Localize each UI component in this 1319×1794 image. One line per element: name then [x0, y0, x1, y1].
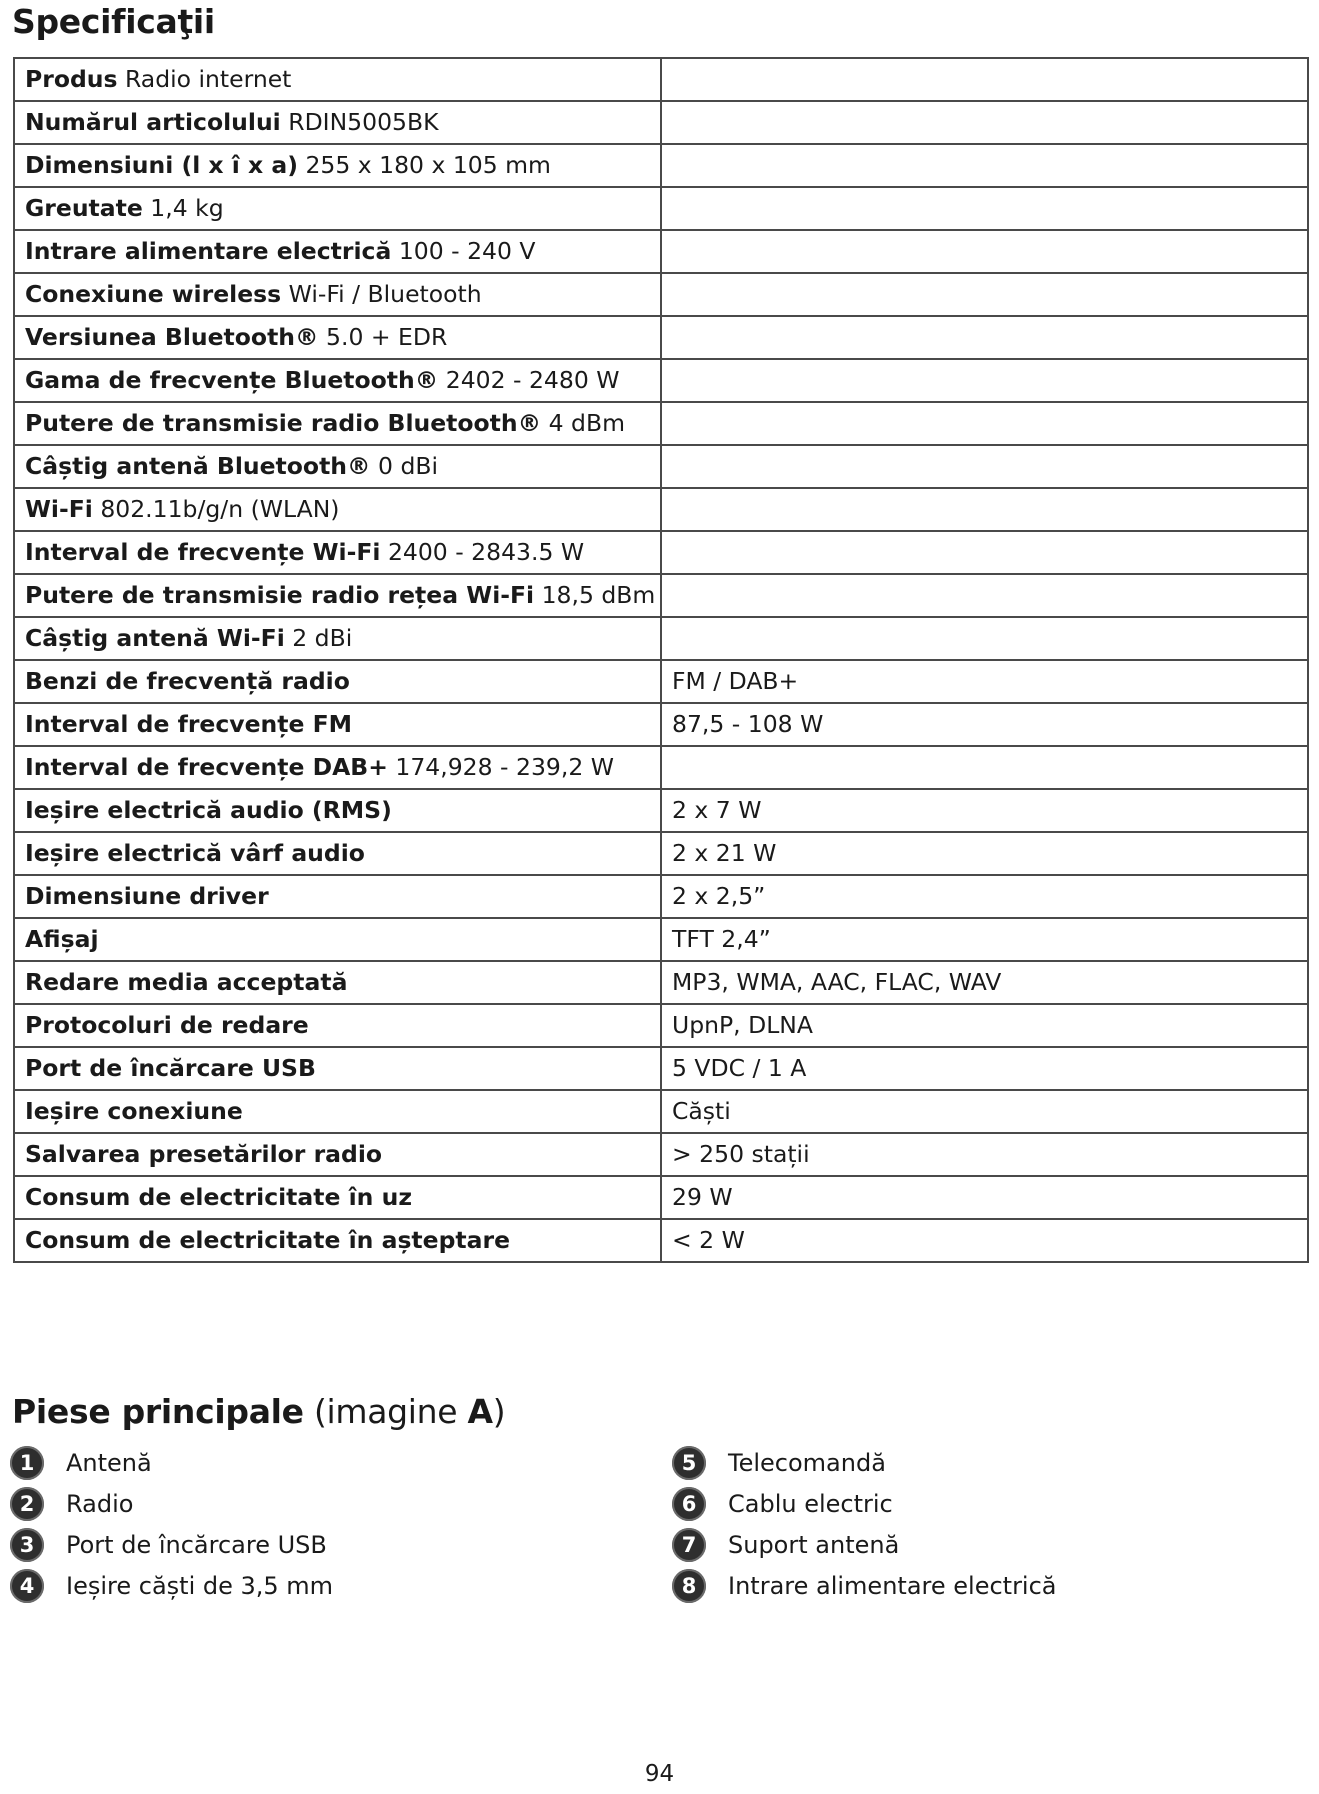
parts-list-right [672, 1442, 1057, 1606]
spec-row [14, 875, 1308, 918]
spec-row [14, 101, 1308, 144]
part-item [672, 1442, 1057, 1483]
spec-value-cell: 5 VDC / 1 A [661, 1047, 1308, 1090]
spec-row [14, 445, 1308, 488]
parts-title-rest: (imagine [303, 1392, 468, 1431]
spec-row [14, 531, 1308, 574]
spec-inline-value: 2402 - 2480 W [445, 365, 620, 394]
spec-row [14, 789, 1308, 832]
spec-label-cell [14, 445, 661, 488]
spec-label: Dimensiuni (l x î x a) [25, 150, 298, 179]
part-label: Ieșire căști de 3,5 mm [66, 1571, 334, 1600]
spec-label-cell [14, 789, 661, 832]
spec-value-cell: 2 x 7 W [661, 789, 1308, 832]
part-number-badge: 7 [672, 1528, 706, 1562]
spec-value-cell [661, 58, 1308, 101]
part-label: Suport antenă [728, 1530, 900, 1559]
spec-inline-value: 18,5 dBm [541, 580, 656, 609]
part-number-badge: 5 [672, 1446, 706, 1480]
spec-row [14, 316, 1308, 359]
spec-label: Produs [25, 64, 118, 93]
spec-label: Ieșire electrică vârf audio [25, 838, 365, 867]
spec-label-cell [14, 832, 661, 875]
spec-label-cell [14, 660, 661, 703]
spec-value-cell: 2 x 2,5” [661, 875, 1308, 918]
part-number-badge: 2 [10, 1487, 44, 1521]
spec-label: Redare media acceptată [25, 967, 348, 996]
spec-row [14, 1176, 1308, 1219]
spec-value-cell [661, 144, 1308, 187]
spec-value-cell: 29 W [661, 1176, 1308, 1219]
spec-row [14, 58, 1308, 101]
spec-inline-value: RDIN5005BK [288, 107, 439, 136]
part-label: Radio [66, 1489, 134, 1518]
spec-label: Wi-Fi [25, 494, 93, 523]
spec-value-cell: 2 x 21 W [661, 832, 1308, 875]
spec-label-cell [14, 1219, 661, 1262]
spec-row [14, 144, 1308, 187]
parts-title-close: ) [492, 1392, 506, 1431]
part-label: Telecomandă [728, 1448, 886, 1477]
part-number-badge: 8 [672, 1569, 706, 1603]
spec-label-cell [14, 1090, 661, 1133]
spec-inline-value: Radio internet [124, 64, 292, 93]
spec-value-cell: TFT 2,4” [661, 918, 1308, 961]
spec-inline-value: 255 x 180 x 105 mm [305, 150, 551, 179]
spec-row [14, 1090, 1308, 1133]
spec-label: Consum de electricitate în așteptare [25, 1225, 511, 1254]
spec-row [14, 488, 1308, 531]
spec-label: Afișaj [25, 924, 99, 953]
spec-label-cell [14, 316, 661, 359]
spec-row [14, 1004, 1308, 1047]
part-item [10, 1483, 333, 1524]
spec-label: Intrare alimentare electrică [25, 236, 392, 265]
spec-label: Conexiune wireless [25, 279, 282, 308]
part-number-badge: 1 [10, 1446, 44, 1480]
spec-value-cell: < 2 W [661, 1219, 1308, 1262]
spec-label-cell [14, 918, 661, 961]
spec-value-cell [661, 316, 1308, 359]
spec-label-cell [14, 402, 661, 445]
spec-row [14, 918, 1308, 961]
parts-title-bold: Piese principale [12, 1392, 304, 1431]
spec-label: Câștig antenă Wi-Fi [25, 623, 285, 652]
spec-label: Ieșire conexiune [25, 1096, 243, 1125]
spec-label-cell [14, 1176, 661, 1219]
spec-value-cell [661, 187, 1308, 230]
parts-title-ref: A [467, 1392, 493, 1431]
spec-value-cell: Căști [661, 1090, 1308, 1133]
spec-inline-value: 802.11b/g/n (WLAN) [100, 494, 340, 523]
part-item [672, 1565, 1057, 1606]
spec-value-cell [661, 359, 1308, 402]
spec-label-cell [14, 574, 661, 617]
spec-label-cell [14, 230, 661, 273]
part-number-badge: 6 [672, 1487, 706, 1521]
spec-value-cell [661, 230, 1308, 273]
spec-value-cell: 87,5 - 108 W [661, 703, 1308, 746]
spec-row [14, 746, 1308, 789]
spec-label-cell [14, 875, 661, 918]
spec-label: Benzi de frecvență radio [25, 666, 350, 695]
spec-label: Interval de frecvențe Wi-Fi [25, 537, 381, 566]
spec-row [14, 402, 1308, 445]
spec-label: Greutate [25, 193, 143, 222]
spec-value-cell [661, 488, 1308, 531]
part-label: Antenă [66, 1448, 152, 1477]
spec-label-cell [14, 359, 661, 402]
spec-row [14, 832, 1308, 875]
parts-list-left [10, 1442, 333, 1606]
spec-value-cell [661, 101, 1308, 144]
spec-inline-value: 2 dBi [292, 623, 353, 652]
spec-value-cell: MP3, WMA, AAC, FLAC, WAV [661, 961, 1308, 1004]
spec-label-cell [14, 1133, 661, 1176]
spec-value-cell [661, 273, 1308, 316]
spec-label-cell [14, 1047, 661, 1090]
spec-label-cell [14, 187, 661, 230]
spec-label: Gama de frecvențe Bluetooth® [25, 365, 439, 394]
part-item [10, 1442, 333, 1483]
part-number-badge: 3 [10, 1528, 44, 1562]
spec-label-cell [14, 1004, 661, 1047]
spec-label: Ieșire electrică audio (RMS) [25, 795, 392, 824]
spec-label-cell [14, 746, 661, 789]
spec-label-cell [14, 531, 661, 574]
spec-label: Putere de transmisie radio Bluetooth® [25, 408, 542, 437]
spec-label: Port de încărcare USB [25, 1053, 316, 1082]
spec-label: Versiunea Bluetooth® [25, 322, 319, 351]
spec-inline-value: 4 dBm [548, 408, 625, 437]
parts-section-title [12, 1392, 505, 1431]
spec-label: Salvarea presetărilor radio [25, 1139, 383, 1168]
spec-inline-value: 1,4 kg [150, 193, 224, 222]
page-title: Specificaţii [12, 2, 215, 41]
spec-row [14, 359, 1308, 402]
spec-value-cell [661, 574, 1308, 617]
spec-label-cell [14, 961, 661, 1004]
spec-label: Protocoluri de redare [25, 1010, 309, 1039]
spec-value-cell [661, 445, 1308, 488]
spec-inline-value: 100 - 240 V [398, 236, 536, 265]
spec-inline-value: 2400 - 2843.5 W [387, 537, 585, 566]
spec-row [14, 187, 1308, 230]
spec-label: Numărul articolului [25, 107, 281, 136]
part-item [672, 1524, 1057, 1565]
spec-label-cell [14, 144, 661, 187]
spec-value-cell [661, 402, 1308, 445]
spec-value-cell: > 250 stații [661, 1133, 1308, 1176]
spec-row [14, 660, 1308, 703]
spec-row [14, 1047, 1308, 1090]
spec-inline-value: Wi-Fi / Bluetooth [288, 279, 482, 308]
spec-label: Câștig antenă Bluetooth® [25, 451, 371, 480]
spec-value-cell [661, 531, 1308, 574]
spec-label-cell [14, 488, 661, 531]
part-label: Cablu electric [728, 1489, 893, 1518]
spec-row [14, 703, 1308, 746]
spec-label: Interval de frecvențe FM [25, 709, 353, 738]
spec-row [14, 230, 1308, 273]
spec-value-cell: UpnP, DLNA [661, 1004, 1308, 1047]
spec-label: Putere de transmisie radio rețea Wi-Fi [25, 580, 535, 609]
part-item [10, 1524, 333, 1565]
spec-row [14, 273, 1308, 316]
spec-inline-value: 0 dBi [378, 451, 439, 480]
part-label: Intrare alimentare electrică [728, 1571, 1057, 1600]
spec-row [14, 1133, 1308, 1176]
part-item [672, 1483, 1057, 1524]
spec-row [14, 1219, 1308, 1262]
spec-value-cell [661, 617, 1308, 660]
spec-inline-value: 174,928 - 239,2 W [395, 752, 614, 781]
spec-row [14, 617, 1308, 660]
spec-label-cell [14, 58, 661, 101]
spec-label-cell [14, 101, 661, 144]
spec-label: Interval de frecvențe DAB+ [25, 752, 388, 781]
page-number: 94 [644, 1761, 675, 1787]
spec-row [14, 574, 1308, 617]
part-number-badge: 4 [10, 1569, 44, 1603]
spec-value-cell [661, 746, 1308, 789]
spec-label-cell [14, 273, 661, 316]
specifications-table [13, 57, 1309, 1263]
part-label: Port de încărcare USB [66, 1530, 327, 1559]
spec-row [14, 961, 1308, 1004]
spec-label: Dimensiune driver [25, 881, 269, 910]
spec-inline-value: 5.0 + EDR [326, 322, 448, 351]
spec-value-cell: FM / DAB+ [661, 660, 1308, 703]
part-item [10, 1565, 333, 1606]
spec-label-cell [14, 703, 661, 746]
spec-label: Consum de electricitate în uz [25, 1182, 412, 1211]
spec-label-cell [14, 617, 661, 660]
